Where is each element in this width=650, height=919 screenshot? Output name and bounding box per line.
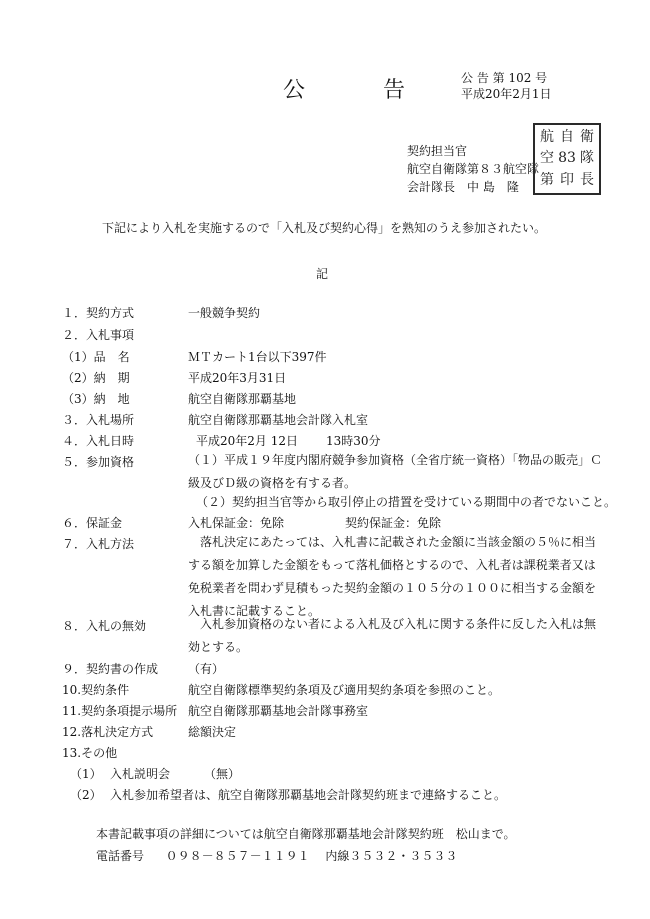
item-value: ＭＴカート1台以下397件 — [188, 350, 327, 364]
page-title: 公 告 — [283, 78, 434, 103]
issuer-role: 契約担当官 — [407, 144, 468, 158]
item-label: ６．保証金 — [62, 516, 123, 530]
bid-deposit: 入札保証金：免除 — [188, 516, 285, 530]
item-label: １．契約方式 — [62, 306, 135, 320]
item-value: （有） — [188, 662, 225, 676]
contract-deposit: 契約保証金：免除 — [345, 516, 442, 530]
item-value: 入札参加希望者は、航空自衛隊那覇基地会計隊契約班まで連絡すること。 — [110, 788, 507, 802]
issuer-block — [407, 142, 539, 196]
phone-label: 電話番号 — [96, 849, 145, 863]
invalid-bid-text: 入札参加資格のない者による入札及び入札に関する条件に反した入札は無効とする。 — [188, 617, 597, 654]
bid-time: 13時30分 — [326, 434, 381, 448]
item-title: 入札説明会 — [110, 767, 171, 781]
item-value: 航空自衛隊標準契約条項及び適用契約条項を参照のこと。 — [188, 683, 501, 697]
official-seal: 航 自 衛 空 83 隊 第 印 長 — [533, 123, 601, 195]
item-label: 11.契約条項提示場所 — [62, 704, 178, 718]
item-value: （無） — [204, 767, 241, 781]
phone-number: ０９８－８５７－１１９１ — [165, 849, 310, 863]
item-value: 航空自衛隊那覇基地 — [188, 392, 297, 406]
footer-phone-row — [96, 847, 457, 864]
notice-info — [461, 70, 552, 102]
item-label: ９．契約書の作成 — [62, 662, 159, 676]
item-label: ８．入札の無効 — [62, 619, 147, 633]
eligibility-1: （１）平成１９年度内閣府競争参加資格（全省庁統一資格）「物品の販売」Ｃ級及びＤ級の資格を有する者。 — [188, 453, 603, 490]
item-label: （1） — [70, 767, 102, 781]
phone-extension: 内線３５３２・３５３３ — [325, 849, 458, 863]
item-label: ７．入札方法 — [62, 537, 135, 551]
bid-method-text: 落札決定にあたっては、入札書に記載された金額に当該金額の５％に相当する額を加算した金額をもって落札価格とするので、入札者は課税業者又は免税業者を問わず見積もった契約金額の１０５分の１００に相当する金額を入札書に記載すること。 — [188, 535, 597, 618]
ki-heading: 記 — [316, 267, 329, 281]
item-label: （3）納 地 — [62, 392, 130, 406]
notice-date: 平成20年2月1日 — [461, 87, 552, 101]
item-value: 総額決定 — [188, 725, 237, 739]
footer-line: 本書記載事項の詳細については航空自衛隊那覇基地会計隊契約班 松山まで。 — [96, 827, 516, 841]
item-label: （2） — [70, 788, 102, 802]
item-value: 平成20年3月31日 — [188, 371, 287, 385]
eligibility-2: （２）契約担当官等から取引停止の措置を受けている期間中の者でないこと。 — [196, 495, 617, 509]
item-label: ４．入札日時 — [62, 434, 135, 448]
issuer-name: 会計隊長 中 島 隆 — [407, 180, 519, 194]
item-value: 一般競争契約 — [188, 306, 261, 320]
item-value: 航空自衛隊那覇基地会計隊事務室 — [188, 704, 369, 718]
bid-date: 平成20年2月 12日 — [196, 434, 298, 448]
item-label: ２．入札事項 — [62, 328, 135, 342]
item-label: （1）品 名 — [62, 350, 130, 364]
intro-text: 下記により入札を実施するので「入札及び契約心得」を熟知のうえ参加されたい。 — [102, 221, 547, 235]
item-label: ５．参加資格 — [62, 455, 135, 469]
item-label: 10.契約条件 — [62, 683, 130, 697]
item-label: （2）納 期 — [62, 371, 130, 385]
issuer-unit: 航空自衛隊第８３航空隊 — [407, 162, 540, 176]
item-value: 航空自衛隊那覇基地会計隊入札室 — [188, 413, 369, 427]
notice-number: 公 告 第 102 号 — [461, 71, 548, 85]
item-label: ３．入札場所 — [62, 413, 135, 427]
item-label: 12.落札決定方式 — [62, 725, 154, 739]
item-label: 13.その他 — [62, 746, 118, 760]
